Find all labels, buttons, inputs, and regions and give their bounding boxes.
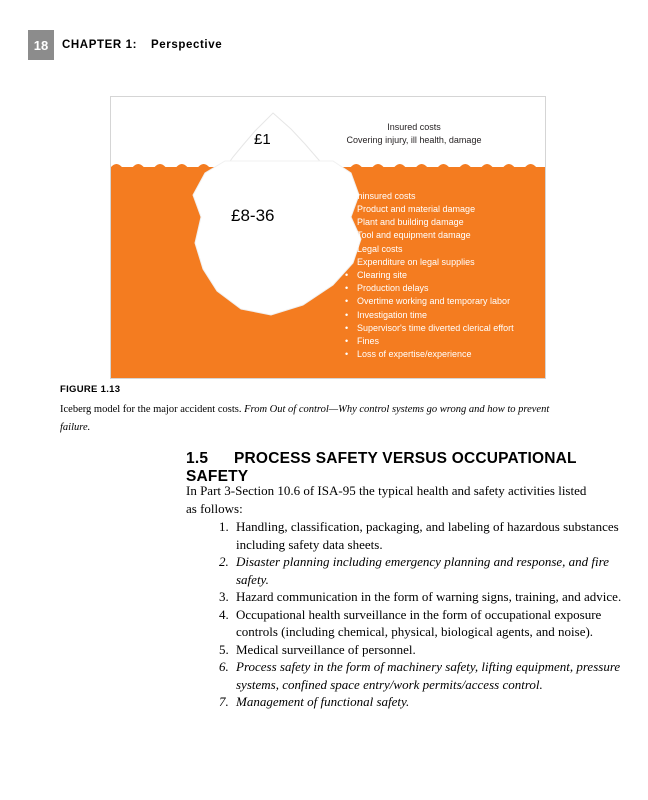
figure-frame [110, 96, 546, 379]
list-item: • Fines [343, 335, 514, 348]
section-heading [186, 450, 606, 486]
chapter-number: CHAPTER 1: [62, 39, 138, 51]
figure-caption-text: Iceberg model for the major accident costs. [60, 404, 245, 415]
insured-costs-title: Insured costs [387, 122, 441, 132]
list-item: • Expenditure on legal supplies [343, 256, 514, 269]
list-item: • Overtime working and temporary labor [343, 295, 514, 308]
uninsured-costs-title: Uninsured costs [351, 191, 416, 201]
uninsured-costs-list [343, 203, 514, 361]
chapter-label [62, 30, 222, 60]
figure-caption-source: From Out of control—Why control systems go wrong and how to prevent failure. [60, 404, 550, 433]
list-item: • Production delays [343, 282, 514, 295]
figure-caption-number: FIGURE 1.13 [60, 384, 121, 395]
list-item: • Loss of expertise/experience [343, 348, 514, 361]
list-item: 7. Management of functional safety. [232, 693, 624, 711]
figure-1-13 [110, 96, 546, 379]
list-item: 4. Occupational health surveillance in the form of occupational exposure controls (including chemical, physical, biological agents, and noise). [232, 606, 624, 641]
activities-list [208, 518, 624, 711]
list-item: • Legal costs [343, 243, 514, 256]
list-item: • Supervisor's time diverted clerical effort [343, 322, 514, 335]
list-item: 1. Handling, classification, packaging, and labeling of hazardous substances including safety data sheets. [232, 518, 624, 553]
running-head [0, 30, 648, 60]
list-item: • Product and material damage [343, 203, 514, 216]
insured-costs-block [299, 121, 529, 147]
section-number: 1.5 [186, 450, 209, 467]
chapter-title: Perspective [151, 39, 223, 51]
page-number: 18 [28, 30, 54, 60]
list-item: 6. Process safety in the form of machinery safety, lifting equipment, pressure systems, confined space entry/work permits/access control. [232, 658, 624, 693]
list-item: 5. Medical surveillance of personnel. [232, 641, 624, 659]
insured-costs-subtitle: Covering injury, ill health, damage [346, 135, 482, 145]
list-item: • Investigation time [343, 309, 514, 322]
list-item: 3. Hazard communication in the form of warning signs, training, and advice. [232, 588, 624, 606]
list-item: 2. Disaster planning including emergency planning and response, and fire safety. [232, 553, 624, 588]
section-title: PROCESS SAFETY VERSUS OCCUPATIONAL SAFETY [186, 450, 577, 485]
section-intro-paragraph: In Part 3-Section 10.6 of ISA-95 the typical health and safety activities listed as follows: [186, 483, 587, 516]
iceberg-top-label: £1 [254, 131, 271, 148]
figure-caption [60, 384, 560, 435]
list-item: • Clearing site [343, 269, 514, 282]
iceberg-bottom-label: £8-36 [231, 206, 275, 225]
list-item: • Tool and equipment damage [343, 229, 514, 242]
list-item: • Plant and building damage [343, 216, 514, 229]
